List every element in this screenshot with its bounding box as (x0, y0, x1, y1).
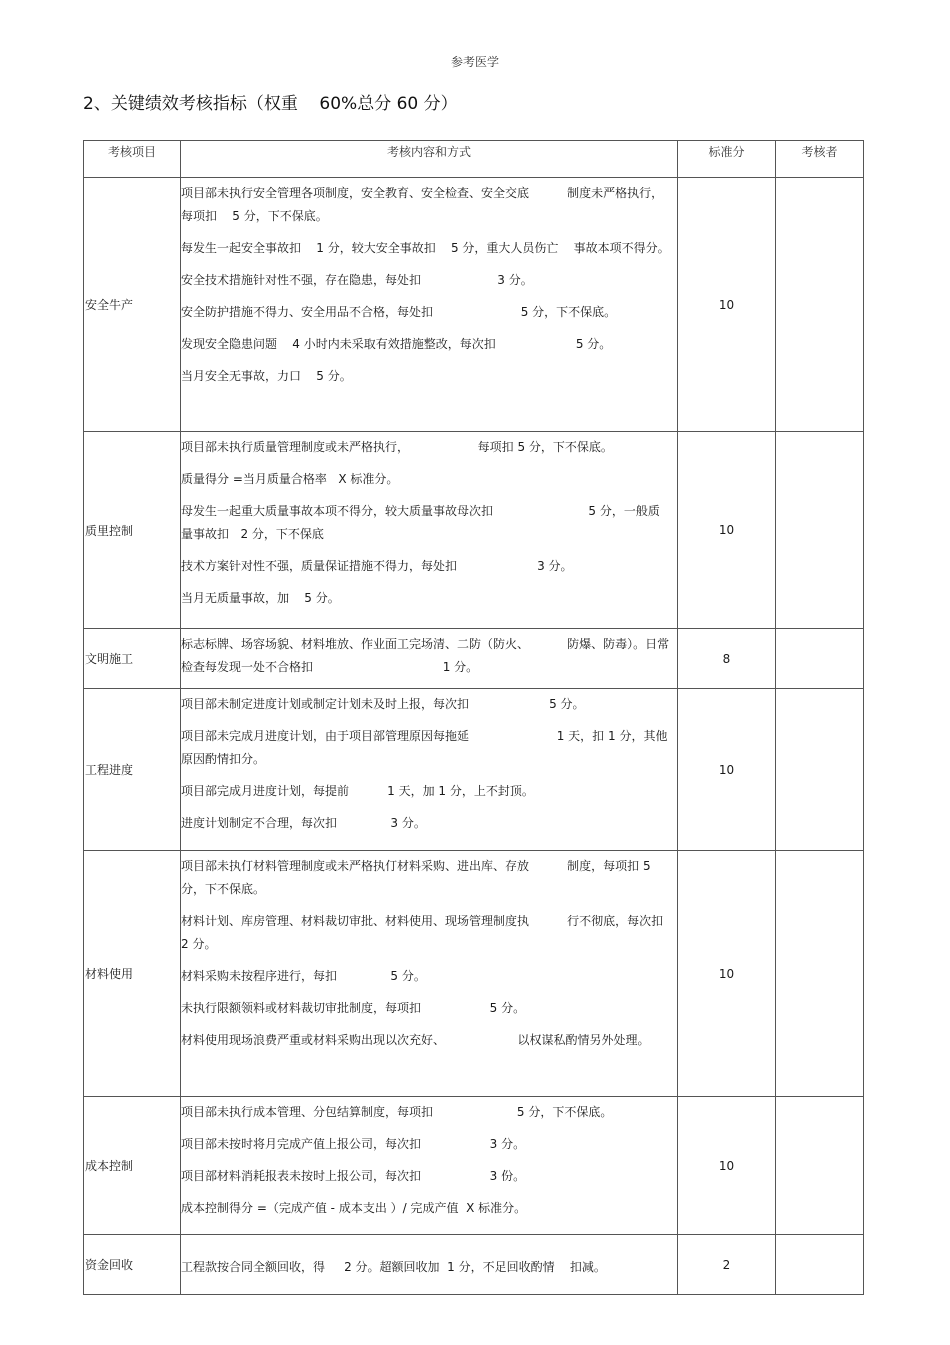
row-score: 10 (678, 851, 776, 1097)
row-reviewer (776, 432, 864, 629)
criterion-line: 项目部未制定进度计划或制定计划未及时上报，每次扣 5 分。 (181, 697, 585, 711)
header-content: 考核内容和方式 (181, 141, 678, 178)
row-content (181, 851, 678, 1097)
row-reviewer (776, 689, 864, 851)
criterion-line: 工程款按合同全额回收，得 2 分。超额回收加 1 分，不足回收酌情 扣减。 (181, 1260, 606, 1274)
row-reviewer (776, 1235, 864, 1295)
row-item: 质里控制 (84, 432, 181, 629)
row-reviewer (776, 178, 864, 432)
criterion-line: 项目部未执仃材料管理制度或未严格执仃材料采购、进出库、存放 制度，每项扣 5 分，下不保底。 (181, 859, 655, 896)
criterion-line: 当月安全无事故，力口 5 分。 (181, 369, 352, 383)
kpi-table (83, 140, 864, 1295)
row-content (181, 1097, 678, 1235)
row-item: 安全牛产 (84, 178, 181, 432)
criterion-line: 材料采购未按程序进行，每扣 5 分。 (181, 969, 426, 983)
page-watermark: 参考医学 (450, 55, 499, 69)
row-item: 成本控制 (84, 1097, 181, 1235)
criterion-line: 当月无质量事故，加 5 分。 (181, 591, 340, 605)
criterion-line: 项目部未执行成本管理、分包结算制度，每项扣 5 分，下不保底。 (181, 1105, 613, 1119)
row-reviewer (776, 1097, 864, 1235)
row-reviewer (776, 851, 864, 1097)
row-item: 文明施工 (84, 629, 181, 689)
table-row (84, 1097, 864, 1235)
criterion-line: 材料使用现场浪费严重或材料采购出现以次充好、 以权谋私酌情另外处理。 (181, 1033, 650, 1047)
row-item: 材料使用 (84, 851, 181, 1097)
row-score: 10 (678, 689, 776, 851)
criterion-line: 每发生一起安全事故扣 1 分，较大安全事故扣 5 分，重大人员伤亡 事故本项不得分。 (181, 241, 670, 255)
table-row (84, 432, 864, 629)
criterion-line: 安全防护措施不得力、安全用品不合格，每处扣 5 分，下不保底。 (181, 305, 617, 319)
header-reviewer: 考核者 (776, 141, 864, 178)
criterion-line: 进度计划制定不合理，每次扣 3 分。 (181, 816, 426, 830)
criterion-line: 标志标牌、场容场貌、材料堆放、作业面工完场清、二防（防火、 防爆、防毒）。日常检查每发现一处不合格扣 1 分。 (181, 637, 670, 674)
row-reviewer (776, 629, 864, 689)
header-score: 标准分 (678, 141, 776, 178)
row-item: 资金回收 (84, 1235, 181, 1295)
criterion-line: 项目部完成月进度计划，每提前 1 天，加 1 分，上不封顶。 (181, 784, 534, 798)
header-item: 考核项目 (84, 141, 181, 178)
row-score: 10 (678, 1097, 776, 1235)
table-header-row (84, 141, 864, 178)
table-row (84, 689, 864, 851)
criterion-line: 安全技术措施针对性不强，存在隐患，每处扣 3 分。 (181, 273, 533, 287)
criterion-line: 项目部未完成月进度计划，由于项目部管理原因每拖延 1 天，扣 1 分，其他原因酌情扣分。 (181, 729, 668, 766)
row-content (181, 1235, 678, 1295)
row-item: 工程进度 (84, 689, 181, 851)
criterion-line: 项目部未执行安全管理各项制度，安全教育、安全检查、安全交底 制度未严格执行，每项扣 5 分，下不保底。 (181, 186, 664, 223)
table-row (84, 851, 864, 1097)
row-score: 10 (678, 432, 776, 629)
row-content (181, 629, 678, 689)
criterion-line: 未执行限额领料或材料裁切审批制度，每项扣 5 分。 (181, 1001, 526, 1015)
criterion-line: 母发生一起重大质量事故本项不得分，较大质量事故母次扣 5 分，一般质量事故扣 2 分，下不保底 (181, 504, 660, 541)
criterion-line: 发现安全隐患问题 4 小时内未采取有效措施整改，每次扣 5 分。 (181, 337, 612, 351)
criterion-line: 成本控制得分 =（完成产值 - 成本支出 ）/ 完成产值 X 标准分。 (181, 1201, 527, 1215)
row-content (181, 432, 678, 629)
criterion-line: 项目部未执行质量管理制度或未严格执行， 每项扣 5 分，下不保底。 (181, 440, 613, 454)
criterion-line: 材料计划、库房管理、材料裁切审批、材料使用、现场管理制度执 行不彻底，每次扣 2 分。 (181, 914, 671, 951)
criterion-line: 项目部未按时将月完成产值上报公司，每次扣 3 分。 (181, 1137, 526, 1151)
criterion-line: 质量得分 =当月质量合格率 X 标准分。 (181, 472, 399, 486)
row-content (181, 178, 678, 432)
section-heading: 2、关键绩效考核指标（权重 60%总分 60 分） (83, 94, 458, 114)
row-content (181, 689, 678, 851)
row-score: 8 (678, 629, 776, 689)
row-score: 10 (678, 178, 776, 432)
table-row (84, 629, 864, 689)
table-row (84, 1235, 864, 1295)
table-row (84, 178, 864, 432)
row-score: 2 (678, 1235, 776, 1295)
criterion-line: 项目部材料消耗报表未按时上报公司，每次扣 3 份。 (181, 1169, 526, 1183)
criterion-line: 技术方案针对性不强，质量保证措施不得力，每处扣 3 分。 (181, 559, 573, 573)
